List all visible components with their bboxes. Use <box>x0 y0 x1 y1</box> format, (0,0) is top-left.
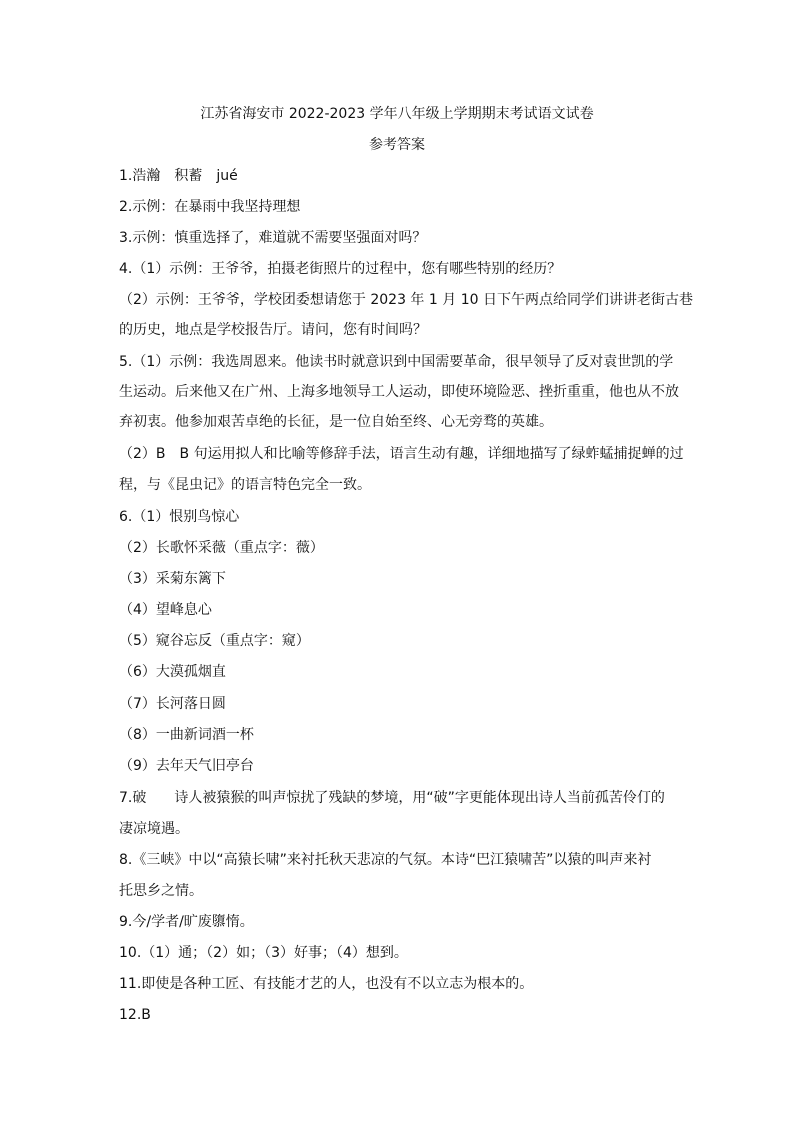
answer-line: （3）采菊东篱下 <box>119 571 226 587</box>
answer-line: 7.破 诗人被猿猴的叫声惊扰了残缺的梦境，用“破”字更能体现出诗人当前孤苦伶仃的 <box>119 790 665 806</box>
answer-line: （2）B B 句运用拟人和比喻等修辞手法，语言生动有趣，详细地描写了绿蚱蜢捕捉蝉的过 <box>119 446 684 462</box>
answer-line: 9.今/学者/旷废隳惰。 <box>119 914 254 930</box>
answer-line: （6）大漠孤烟直 <box>119 664 226 680</box>
answer-line: （2）长歌怀采薇（重点字：薇） <box>119 540 324 556</box>
answer-line: 弃初衷。他参加艰苦卓绝的长征，是一位自始至终、心无旁骛的英雄。 <box>119 414 553 430</box>
answer-line: 4.（1）示例：王爷爷，拍摄老街照片的过程中，您有哪些特别的经历？ <box>119 261 562 277</box>
answer-line: （4）望峰息心 <box>119 602 212 618</box>
answer-line: 托思乡之情。 <box>119 883 203 899</box>
answer-line: 11.即使是各种工匠、有技能才艺的人，也没有不以立志为根本的。 <box>119 976 534 992</box>
answer-line: 6.（1）恨别鸟惊心 <box>119 509 240 525</box>
answer-line: 12.B <box>119 1007 151 1023</box>
answer-line: 3.示例：慎重选择了，难道就不需要坚强面对吗？ <box>119 230 427 246</box>
answer-line: （9）去年天气旧亭台 <box>119 758 254 774</box>
answer-line: 10.（1）通；（2）如；（3）好事；（4）想到。 <box>119 945 408 961</box>
answer-line: 2.示例：在暴雨中我坚持理想 <box>119 199 301 215</box>
document-title: 江苏省海安市 2022-2023 学年八年级上学期期末考试语文试卷 <box>200 106 594 122</box>
answer-line: （8）一曲新词酒一杯 <box>119 727 254 743</box>
answer-line: 生运动。后来他又在广州、上海多地领导工人运动，即使环境险恶、挫折重重，他也从不放 <box>119 384 679 400</box>
answer-line: 程，与《昆虫记》的语言特色完全一致。 <box>119 477 371 493</box>
answer-line: 的历史，地点是学校报告厅。请问，您有时间吗？ <box>119 322 427 338</box>
answer-line: 8.《三峡》中以“高猿长啸”来衬托秋天悲凉的气氛。本诗“巴江猿啸苦”以猿的叫声来衬 <box>119 852 652 868</box>
answer-line: 1.浩瀚 积蓄 jué <box>119 168 238 184</box>
answer-line: （2）示例：王爷爷，学校团委想请您于 2023 年 1 月 10 日下午两点给同学们讲讲老街古巷 <box>119 292 693 308</box>
answer-line: （5）窥谷忘反（重点字：窥） <box>119 633 310 649</box>
answer-line: 5.（1）示例：我选周恩来。他读书时就意识到中国需要革命，很早领导了反对袁世凯的学 <box>119 354 674 370</box>
answer-line: 凄凉境遇。 <box>119 821 189 837</box>
document-subtitle: 参考答案 <box>369 137 425 153</box>
answer-line: （7）长河落日圆 <box>119 696 226 712</box>
